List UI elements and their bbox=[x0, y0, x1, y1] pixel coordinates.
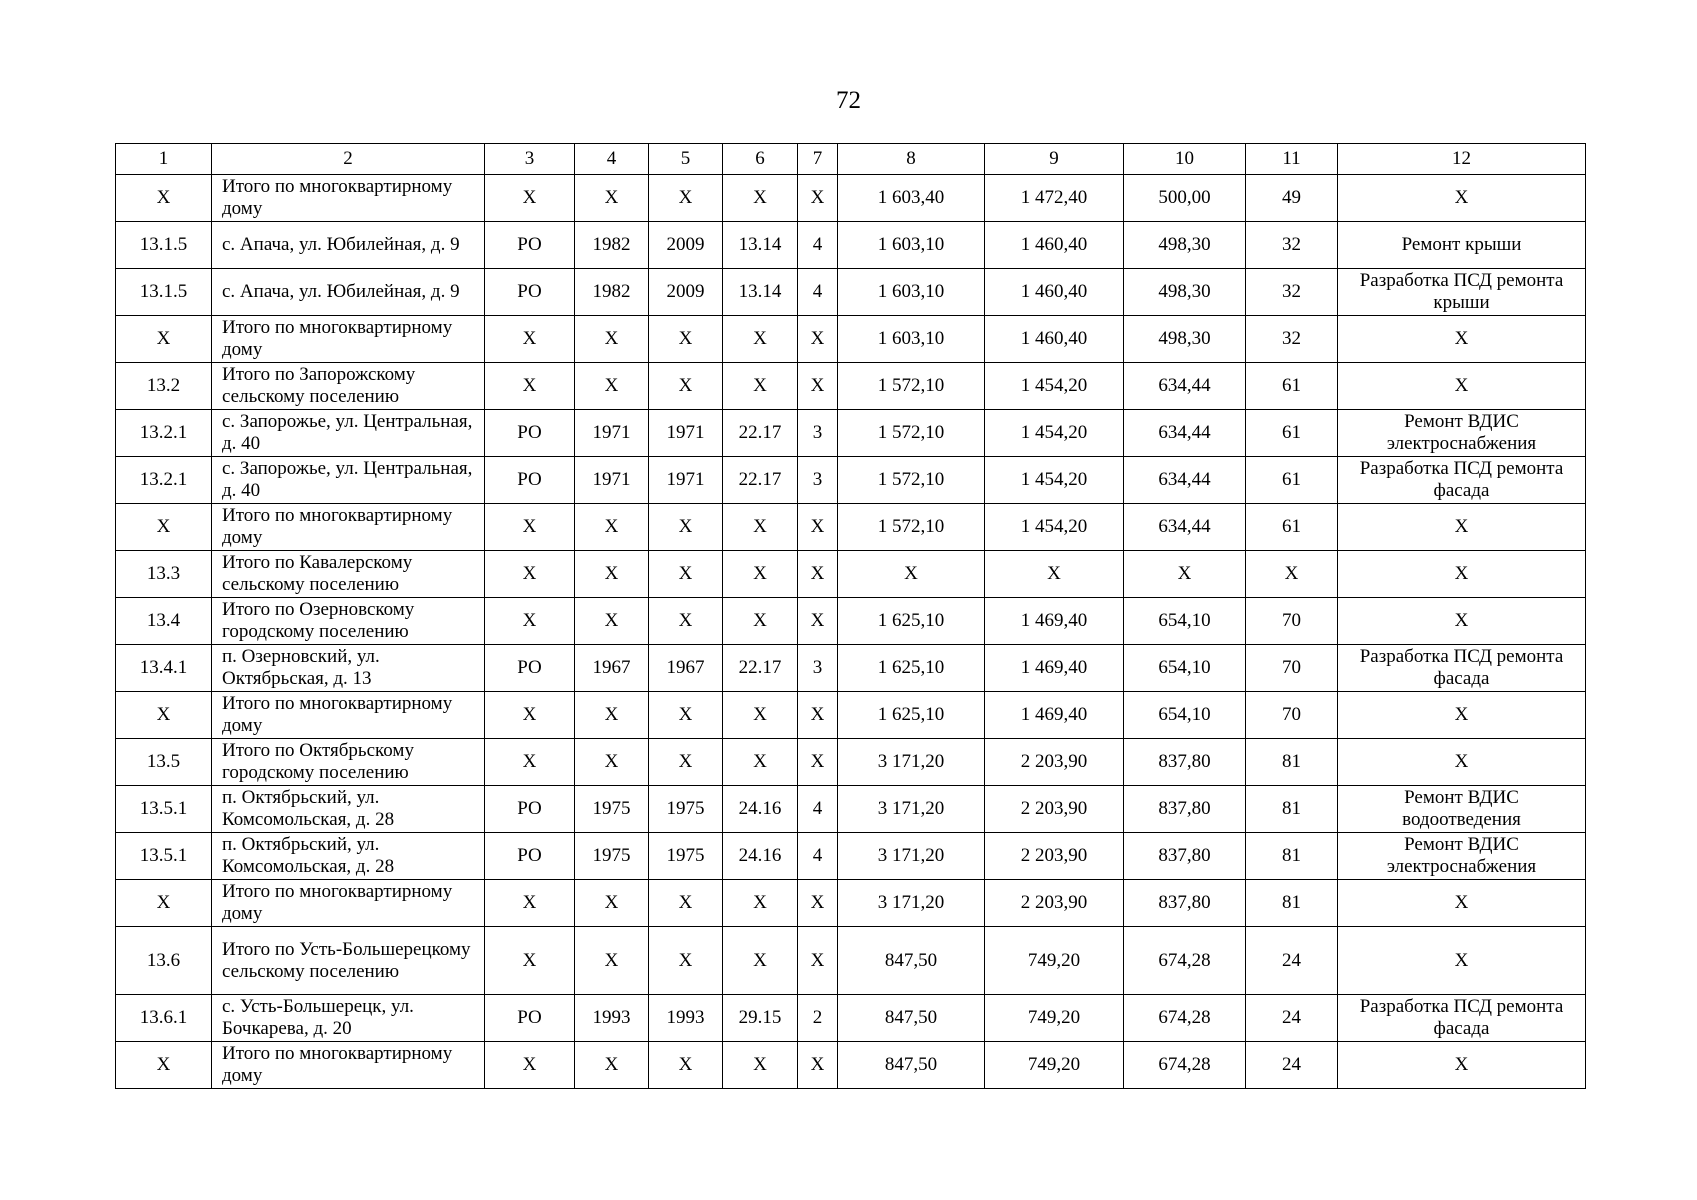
cell-work-type: X bbox=[1338, 692, 1586, 739]
cell-year-built: X bbox=[575, 316, 649, 363]
cell-owner-type: РО bbox=[485, 269, 575, 316]
cell-row-number: 13.2 bbox=[116, 363, 212, 410]
cell-living-area: 1 469,40 bbox=[985, 598, 1124, 645]
cell-floors: X bbox=[798, 363, 838, 410]
cell-work-type: Разработка ПСД ремонта крыши bbox=[1338, 269, 1586, 316]
cell-residents: 61 bbox=[1246, 457, 1338, 504]
cell-row-number: X bbox=[116, 692, 212, 739]
cell-residents: 81 bbox=[1246, 739, 1338, 786]
cell-floors: X bbox=[798, 927, 838, 995]
table-row bbox=[116, 739, 1586, 786]
cell-row-number: X bbox=[116, 316, 212, 363]
cell-total-area: 1 603,40 bbox=[838, 175, 985, 222]
cell-living-area: 1 469,40 bbox=[985, 645, 1124, 692]
cell-owner-type: РО bbox=[485, 645, 575, 692]
cell-residents: 61 bbox=[1246, 363, 1338, 410]
table-row bbox=[116, 995, 1586, 1042]
cell-area-code: 29.15 bbox=[723, 995, 798, 1042]
cell-living-area: 749,20 bbox=[985, 1042, 1124, 1089]
cell-address-or-total: Итого по многоквартирному дому bbox=[212, 316, 485, 363]
cell-total-area: 847,50 bbox=[838, 927, 985, 995]
cell-work-type: Ремонт крыши bbox=[1338, 222, 1586, 269]
cell-address-or-total: Итого по Озерновскому городскому поселению bbox=[212, 598, 485, 645]
cell-area-code: X bbox=[723, 1042, 798, 1089]
cell-owner-type: X bbox=[485, 504, 575, 551]
cell-living-area: 1 472,40 bbox=[985, 175, 1124, 222]
cell-living-area: 2 203,90 bbox=[985, 786, 1124, 833]
table-row bbox=[116, 645, 1586, 692]
cell-year-built: 1982 bbox=[575, 269, 649, 316]
cell-cost: 837,80 bbox=[1124, 880, 1246, 927]
cell-row-number: X bbox=[116, 880, 212, 927]
cell-living-area: 1 454,20 bbox=[985, 410, 1124, 457]
cell-owner-type: РО bbox=[485, 833, 575, 880]
cell-year-built: X bbox=[575, 598, 649, 645]
cell-year-built: X bbox=[575, 739, 649, 786]
cell-row-number: 13.5.1 bbox=[116, 786, 212, 833]
cell-living-area: 1 454,20 bbox=[985, 504, 1124, 551]
cell-residents: X bbox=[1246, 551, 1338, 598]
cell-row-number: X bbox=[116, 504, 212, 551]
column-header: 11 bbox=[1246, 144, 1338, 175]
cell-owner-type: РО bbox=[485, 786, 575, 833]
cell-year-last-repair: X bbox=[649, 927, 723, 995]
cell-year-last-repair: 1967 bbox=[649, 645, 723, 692]
table-row bbox=[116, 222, 1586, 269]
cell-area-code: X bbox=[723, 880, 798, 927]
cell-residents: 81 bbox=[1246, 786, 1338, 833]
cell-living-area: 1 454,20 bbox=[985, 457, 1124, 504]
cell-cost: 837,80 bbox=[1124, 786, 1246, 833]
cell-total-area: 3 171,20 bbox=[838, 833, 985, 880]
table-row bbox=[116, 880, 1586, 927]
cell-cost: 654,10 bbox=[1124, 645, 1246, 692]
cell-work-type: X bbox=[1338, 927, 1586, 995]
cell-year-last-repair: X bbox=[649, 692, 723, 739]
cell-row-number: 13.4 bbox=[116, 598, 212, 645]
cell-residents: 24 bbox=[1246, 1042, 1338, 1089]
cell-residents: 32 bbox=[1246, 269, 1338, 316]
cell-living-area: 2 203,90 bbox=[985, 880, 1124, 927]
cell-work-type: X bbox=[1338, 316, 1586, 363]
cell-year-built: X bbox=[575, 692, 649, 739]
cell-owner-type: РО bbox=[485, 222, 575, 269]
cell-living-area: 749,20 bbox=[985, 927, 1124, 995]
cell-floors: 4 bbox=[798, 222, 838, 269]
cell-residents: 70 bbox=[1246, 692, 1338, 739]
cell-floors: 4 bbox=[798, 833, 838, 880]
cell-address-or-total: Итого по многоквартирному дому bbox=[212, 692, 485, 739]
cell-year-last-repair: 1993 bbox=[649, 995, 723, 1042]
cell-total-area: 3 171,20 bbox=[838, 880, 985, 927]
table-row bbox=[116, 504, 1586, 551]
cell-work-type: Ремонт ВДИС электроснабжения bbox=[1338, 410, 1586, 457]
cell-living-area: 749,20 bbox=[985, 995, 1124, 1042]
cell-year-built: 1975 bbox=[575, 833, 649, 880]
cell-address-or-total: с. Запорожье, ул. Центральная, д. 40 bbox=[212, 457, 485, 504]
cell-floors: 4 bbox=[798, 786, 838, 833]
cell-cost: 654,10 bbox=[1124, 598, 1246, 645]
cell-row-number: 13.5.1 bbox=[116, 833, 212, 880]
cell-residents: 81 bbox=[1246, 833, 1338, 880]
cell-owner-type: РО bbox=[485, 410, 575, 457]
cell-year-built: 1975 bbox=[575, 786, 649, 833]
cell-cost: 498,30 bbox=[1124, 222, 1246, 269]
cell-work-type: Ремонт ВДИС электроснабжения bbox=[1338, 833, 1586, 880]
cell-row-number: 13.2.1 bbox=[116, 457, 212, 504]
cell-area-code: X bbox=[723, 504, 798, 551]
cell-area-code: 22.17 bbox=[723, 457, 798, 504]
cell-total-area: 1 625,10 bbox=[838, 692, 985, 739]
cell-row-number: X bbox=[116, 1042, 212, 1089]
cell-floors: X bbox=[798, 551, 838, 598]
cell-floors: 3 bbox=[798, 457, 838, 504]
cell-area-code: X bbox=[723, 598, 798, 645]
column-header: 10 bbox=[1124, 144, 1246, 175]
cell-residents: 61 bbox=[1246, 504, 1338, 551]
cell-year-built: 1993 bbox=[575, 995, 649, 1042]
cell-total-area: 1 625,10 bbox=[838, 598, 985, 645]
cell-total-area: 1 625,10 bbox=[838, 645, 985, 692]
cell-row-number: X bbox=[116, 175, 212, 222]
cell-cost: 654,10 bbox=[1124, 692, 1246, 739]
cell-year-built: X bbox=[575, 504, 649, 551]
cell-work-type: X bbox=[1338, 551, 1586, 598]
column-header: 4 bbox=[575, 144, 649, 175]
table-row bbox=[116, 175, 1586, 222]
cell-cost: 674,28 bbox=[1124, 1042, 1246, 1089]
cell-row-number: 13.4.1 bbox=[116, 645, 212, 692]
cell-address-or-total: п. Октябрьский, ул. Комсомольская, д. 28 bbox=[212, 833, 485, 880]
cell-year-built: 1971 bbox=[575, 457, 649, 504]
cell-total-area: 1 603,10 bbox=[838, 222, 985, 269]
cell-row-number: 13.1.5 bbox=[116, 269, 212, 316]
cell-owner-type: X bbox=[485, 692, 575, 739]
cell-area-code: X bbox=[723, 316, 798, 363]
cell-cost: 634,44 bbox=[1124, 504, 1246, 551]
cell-cost: 837,80 bbox=[1124, 833, 1246, 880]
table-row bbox=[116, 927, 1586, 995]
cell-year-last-repair: 1971 bbox=[649, 457, 723, 504]
column-header: 6 bbox=[723, 144, 798, 175]
cell-area-code: 22.17 bbox=[723, 410, 798, 457]
cell-floors: 3 bbox=[798, 410, 838, 457]
cell-year-last-repair: X bbox=[649, 551, 723, 598]
cell-area-code: 24.16 bbox=[723, 786, 798, 833]
cell-address-or-total: Итого по Октябрьскому городскому поселению bbox=[212, 739, 485, 786]
cell-address-or-total: с. Запорожье, ул. Центральная, д. 40 bbox=[212, 410, 485, 457]
cell-area-code: X bbox=[723, 175, 798, 222]
cell-year-last-repair: X bbox=[649, 1042, 723, 1089]
cell-area-code: 13.14 bbox=[723, 222, 798, 269]
cell-year-built: 1982 bbox=[575, 222, 649, 269]
cell-work-type: Ремонт ВДИС водоотведения bbox=[1338, 786, 1586, 833]
column-header: 3 bbox=[485, 144, 575, 175]
cell-address-or-total: с. Усть-Большерецк, ул. Бочкарева, д. 20 bbox=[212, 995, 485, 1042]
cell-owner-type: X bbox=[485, 739, 575, 786]
cell-owner-type: X bbox=[485, 880, 575, 927]
cell-owner-type: РО bbox=[485, 995, 575, 1042]
cell-owner-type: X bbox=[485, 316, 575, 363]
cell-work-type: Разработка ПСД ремонта фасада bbox=[1338, 457, 1586, 504]
cell-area-code: X bbox=[723, 363, 798, 410]
cell-total-area: X bbox=[838, 551, 985, 598]
cell-total-area: 1 603,10 bbox=[838, 316, 985, 363]
cell-living-area: 1 460,40 bbox=[985, 316, 1124, 363]
cell-cost: 674,28 bbox=[1124, 995, 1246, 1042]
cell-cost: 634,44 bbox=[1124, 363, 1246, 410]
cell-row-number: 13.3 bbox=[116, 551, 212, 598]
cell-year-built: X bbox=[575, 1042, 649, 1089]
cell-cost: 634,44 bbox=[1124, 410, 1246, 457]
table-row bbox=[116, 692, 1586, 739]
cell-work-type: Разработка ПСД ремонта фасада bbox=[1338, 645, 1586, 692]
cell-year-last-repair: X bbox=[649, 504, 723, 551]
cell-year-last-repair: X bbox=[649, 363, 723, 410]
column-header: 12 bbox=[1338, 144, 1586, 175]
cell-address-or-total: Итого по многоквартирному дому bbox=[212, 504, 485, 551]
column-header: 2 bbox=[212, 144, 485, 175]
cell-work-type: X bbox=[1338, 598, 1586, 645]
cell-address-or-total: с. Апача, ул. Юбилейная, д. 9 bbox=[212, 269, 485, 316]
data-table bbox=[115, 143, 1586, 1089]
cell-work-type: X bbox=[1338, 363, 1586, 410]
cell-address-or-total: Итого по Усть-Большерецкому сельскому поселению bbox=[212, 927, 485, 995]
cell-residents: 81 bbox=[1246, 880, 1338, 927]
cell-area-code: 24.16 bbox=[723, 833, 798, 880]
cell-total-area: 847,50 bbox=[838, 995, 985, 1042]
cell-residents: 32 bbox=[1246, 222, 1338, 269]
cell-living-area: 1 454,20 bbox=[985, 363, 1124, 410]
cell-address-or-total: Итого по многоквартирному дому bbox=[212, 1042, 485, 1089]
cell-cost: 500,00 bbox=[1124, 175, 1246, 222]
cell-total-area: 1 603,10 bbox=[838, 269, 985, 316]
cell-living-area: 2 203,90 bbox=[985, 739, 1124, 786]
cell-year-built: 1967 bbox=[575, 645, 649, 692]
column-header: 5 bbox=[649, 144, 723, 175]
cell-total-area: 1 572,10 bbox=[838, 504, 985, 551]
cell-work-type: X bbox=[1338, 739, 1586, 786]
table-row bbox=[116, 457, 1586, 504]
cell-living-area: 1 460,40 bbox=[985, 222, 1124, 269]
column-header: 7 bbox=[798, 144, 838, 175]
cell-address-or-total: п. Озерновский, ул. Октябрьская, д. 13 bbox=[212, 645, 485, 692]
cell-area-code: X bbox=[723, 927, 798, 995]
cell-floors: X bbox=[798, 175, 838, 222]
cell-year-last-repair: X bbox=[649, 598, 723, 645]
cell-address-or-total: Итого по Запорожскому сельскому поселению bbox=[212, 363, 485, 410]
cell-address-or-total: с. Апача, ул. Юбилейная, д. 9 bbox=[212, 222, 485, 269]
column-header-row bbox=[116, 144, 1586, 175]
cell-owner-type: X bbox=[485, 598, 575, 645]
column-header: 9 bbox=[985, 144, 1124, 175]
cell-row-number: 13.6 bbox=[116, 927, 212, 995]
cell-living-area: 1 460,40 bbox=[985, 269, 1124, 316]
cell-residents: 61 bbox=[1246, 410, 1338, 457]
cell-address-or-total: Итого по многоквартирному дому bbox=[212, 880, 485, 927]
cell-year-last-repair: X bbox=[649, 739, 723, 786]
cell-living-area: 1 469,40 bbox=[985, 692, 1124, 739]
cell-work-type: X bbox=[1338, 175, 1586, 222]
cell-year-built: X bbox=[575, 551, 649, 598]
cell-work-type: Разработка ПСД ремонта фасада bbox=[1338, 995, 1586, 1042]
cell-total-area: 3 171,20 bbox=[838, 739, 985, 786]
table-row bbox=[116, 786, 1586, 833]
cell-area-code: X bbox=[723, 739, 798, 786]
cell-residents: 24 bbox=[1246, 927, 1338, 995]
cell-living-area: X bbox=[985, 551, 1124, 598]
cell-residents: 49 bbox=[1246, 175, 1338, 222]
cell-year-last-repair: 2009 bbox=[649, 269, 723, 316]
cell-floors: 4 bbox=[798, 269, 838, 316]
cell-year-built: X bbox=[575, 927, 649, 995]
table-row bbox=[116, 410, 1586, 457]
cell-year-last-repair: 1975 bbox=[649, 786, 723, 833]
cell-cost: X bbox=[1124, 551, 1246, 598]
cell-owner-type: РО bbox=[485, 457, 575, 504]
cell-year-built: X bbox=[575, 880, 649, 927]
cell-address-or-total: п. Октябрьский, ул. Комсомольская, д. 28 bbox=[212, 786, 485, 833]
cell-year-built: X bbox=[575, 363, 649, 410]
column-header: 1 bbox=[116, 144, 212, 175]
cell-floors: X bbox=[798, 598, 838, 645]
cell-floors: X bbox=[798, 739, 838, 786]
cell-year-last-repair: 1971 bbox=[649, 410, 723, 457]
table-row bbox=[116, 269, 1586, 316]
table-row bbox=[116, 1042, 1586, 1089]
cell-area-code: X bbox=[723, 692, 798, 739]
cell-residents: 70 bbox=[1246, 598, 1338, 645]
cell-total-area: 1 572,10 bbox=[838, 363, 985, 410]
table-row bbox=[116, 551, 1586, 598]
cell-cost: 498,30 bbox=[1124, 269, 1246, 316]
cell-total-area: 3 171,20 bbox=[838, 786, 985, 833]
cell-row-number: 13.1.5 bbox=[116, 222, 212, 269]
cell-total-area: 1 572,10 bbox=[838, 457, 985, 504]
cell-owner-type: X bbox=[485, 1042, 575, 1089]
page-number: 72 bbox=[836, 87, 861, 114]
cell-area-code: 22.17 bbox=[723, 645, 798, 692]
cell-floors: X bbox=[798, 692, 838, 739]
cell-row-number: 13.6.1 bbox=[116, 995, 212, 1042]
cell-year-last-repair: X bbox=[649, 175, 723, 222]
table-row bbox=[116, 598, 1586, 645]
cell-row-number: 13.5 bbox=[116, 739, 212, 786]
cell-cost: 634,44 bbox=[1124, 457, 1246, 504]
column-header: 8 bbox=[838, 144, 985, 175]
cell-floors: X bbox=[798, 1042, 838, 1089]
cell-residents: 24 bbox=[1246, 995, 1338, 1042]
cell-floors: X bbox=[798, 316, 838, 363]
cell-owner-type: X bbox=[485, 927, 575, 995]
table-row bbox=[116, 316, 1586, 363]
cell-year-last-repair: 1975 bbox=[649, 833, 723, 880]
cell-work-type: X bbox=[1338, 504, 1586, 551]
cell-cost: 674,28 bbox=[1124, 927, 1246, 995]
cell-residents: 70 bbox=[1246, 645, 1338, 692]
cell-area-code: 13.14 bbox=[723, 269, 798, 316]
cell-area-code: X bbox=[723, 551, 798, 598]
cell-floors: 2 bbox=[798, 995, 838, 1042]
cell-floors: 3 bbox=[798, 645, 838, 692]
cell-work-type: X bbox=[1338, 880, 1586, 927]
cell-work-type: X bbox=[1338, 1042, 1586, 1089]
cell-cost: 837,80 bbox=[1124, 739, 1246, 786]
cell-owner-type: X bbox=[485, 363, 575, 410]
cell-cost: 498,30 bbox=[1124, 316, 1246, 363]
cell-total-area: 1 572,10 bbox=[838, 410, 985, 457]
cell-year-last-repair: X bbox=[649, 316, 723, 363]
cell-year-last-repair: X bbox=[649, 880, 723, 927]
cell-owner-type: X bbox=[485, 551, 575, 598]
cell-address-or-total: Итого по многоквартирному дому bbox=[212, 175, 485, 222]
cell-residents: 32 bbox=[1246, 316, 1338, 363]
cell-living-area: 2 203,90 bbox=[985, 833, 1124, 880]
cell-address-or-total: Итого по Кавалерскому сельскому поселению bbox=[212, 551, 485, 598]
cell-floors: X bbox=[798, 504, 838, 551]
cell-year-built: X bbox=[575, 175, 649, 222]
cell-year-last-repair: 2009 bbox=[649, 222, 723, 269]
cell-row-number: 13.2.1 bbox=[116, 410, 212, 457]
cell-floors: X bbox=[798, 880, 838, 927]
table-row bbox=[116, 833, 1586, 880]
cell-owner-type: X bbox=[485, 175, 575, 222]
table-row bbox=[116, 363, 1586, 410]
cell-year-built: 1971 bbox=[575, 410, 649, 457]
cell-total-area: 847,50 bbox=[838, 1042, 985, 1089]
